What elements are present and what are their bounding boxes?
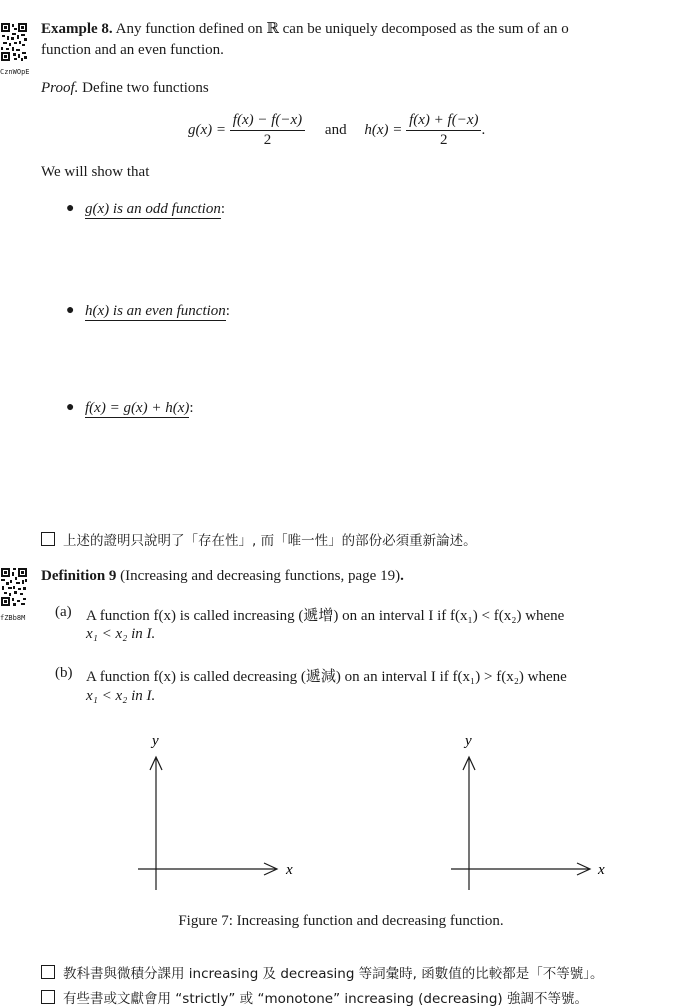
proof-intro [41,80,209,97]
note-text: 上述的證明只說明了「存在性」, 而「唯一性」的部份必須重新論述。 [63,533,477,549]
left-axes [138,757,277,890]
definition-item-b-label: (b) [55,665,73,681]
h-denominator: 2 [440,132,448,148]
proof-show: We will show that [41,164,150,180]
definition-item-a-label: (a) [55,604,72,620]
bullet-marker: ● [66,201,75,216]
definition-item-a-line2: x₁ < x₂ in I. [86,626,156,642]
g-denominator: 2 [263,132,272,148]
and-word: and [324,122,347,138]
note-text: 有些書或文獻會用 “strictly” 或 “monotone” increasing (decreasing) 強調不等號。 [63,991,588,1007]
bullet-item: g(x) is an odd function: [85,201,225,217]
left-y-label: y [152,733,159,749]
right-x-label: x [598,862,605,878]
note-strictly [41,987,588,1008]
checkbox-icon[interactable] [41,532,55,546]
right-y-label: y [465,733,472,749]
g-fraction [230,112,305,149]
bullet-item: f(x) = g(x) + h(x): [85,400,194,416]
qr-code [0,22,28,62]
qr-code [0,567,28,607]
h-numerator: f(x) + f(−x) [406,112,481,131]
h-lhs: h(x) = [364,122,403,138]
qr-code-label: CznWOpE [0,68,30,76]
h-fraction [406,112,481,149]
bullet-item: h(x) is an even function: [85,303,230,319]
example-title: Example 8. [41,21,113,37]
proof-label: Proof. [41,80,79,96]
example-text-1: Any function defined on ℝ can be uniquely decomposed as the sum of an o [115,21,569,37]
example-line-2: function and an even function. [41,42,224,58]
example-line-1 [41,19,569,38]
note-text: 教科書與微積分課用 increasing 及 decreasing 等詞彙時, 函數值的比較都是「不等號」。 [63,966,604,982]
note-terminology [41,962,604,983]
bullet-text: h(x) is an even function [85,303,226,319]
checkbox-icon[interactable] [41,965,55,979]
definition-item-b-line2: x₁ < x₂ in I. [86,688,156,704]
definition-item-b-line1: A function f(x) is called decreasing (遞減) on an interval I if f(x₁) > f(x₂) whene [86,669,567,685]
bullet-text: f(x) = g(x) + h(x) [85,400,190,416]
definition-equation: g(x) = $\frac{f(x) - f(-x)}{2}$ and h(x) = $\frac{f(x) + f(-x)}{2}$ . [188,112,486,148]
qr-code-label: fZBb8M [0,614,26,622]
g-lhs: g(x) = [188,122,227,138]
bullet-marker: ● [66,400,75,415]
figure-axes [0,700,682,910]
checkbox-icon[interactable] [41,990,55,1004]
bullet-marker: ● [66,303,75,318]
definition-title: Definition 9 [41,568,117,584]
definition-subtitle: (Increasing and decreasing functions, page 19) [120,568,401,584]
proof-intro-text: Define two functions [82,80,209,96]
bullet-text: g(x) is an odd function [85,201,221,217]
g-numerator: f(x) − f(−x) [230,112,305,131]
figure-caption: Figure 7: Increasing function and decreasing function. [178,913,504,929]
note-existence [41,529,477,550]
left-x-label: x [286,862,293,878]
right-axes [451,757,590,890]
definition-item-a-line1: A function f(x) is called increasing (遞增) on an interval I if f(x₁) < f(x₂) whene [86,608,565,624]
definition-header: Definition 9 (Increasing and decreasing functions, page 19). [41,568,404,584]
